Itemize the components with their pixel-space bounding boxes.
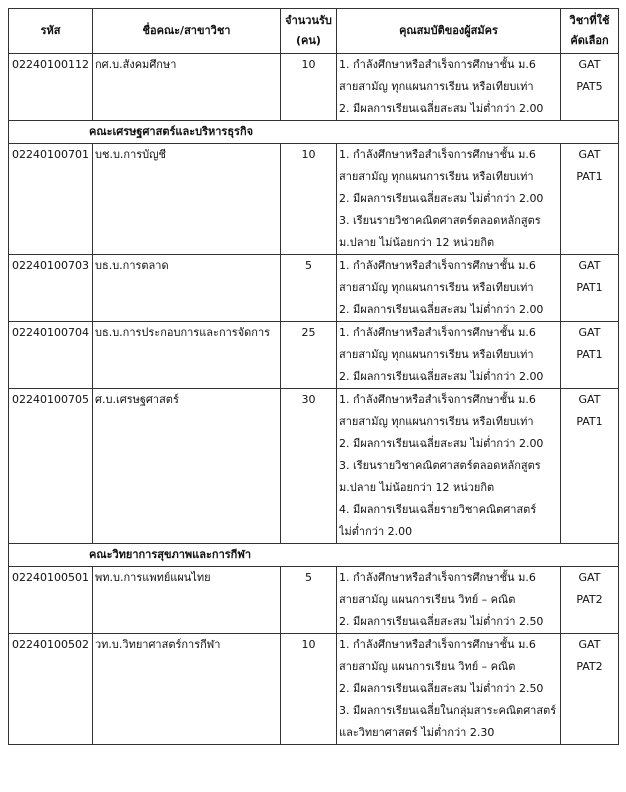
program-code-cell [9, 144, 93, 255]
header-name: ชื่อคณะ/สาขาวิชา [93, 9, 281, 54]
qualification-line: 1. กำลังศึกษาหรือสำเร็จการศึกษาชั้น ม.6 [339, 326, 536, 339]
subject-line: PAT1 [576, 348, 603, 361]
qualification-line: 1. กำลังศึกษาหรือสำเร็จการศึกษาชั้น ม.6 [339, 571, 536, 584]
program-code: 02240100502 [12, 638, 89, 651]
program-subjects-cell [561, 634, 619, 745]
qualification-line: 2. มีผลการเรียนเฉลี่ยสะสม ไม่ต่ำกว่า 2.00 [339, 437, 544, 450]
program-seats-cell [281, 144, 337, 255]
program-name-cell [93, 634, 281, 745]
program-seats-cell [281, 567, 337, 634]
program-row [9, 389, 619, 544]
subject-line: GAT [578, 638, 601, 651]
qualification-line: 2. มีผลการเรียนเฉลี่ยสะสม ไม่ต่ำกว่า 2.50 [339, 682, 544, 695]
qualification-line: 1. กำลังศึกษาหรือสำเร็จการศึกษาชั้น ม.6 [339, 58, 536, 71]
program-row [9, 567, 619, 634]
qualification-line: 2. มีผลการเรียนเฉลี่ยสะสม ไม่ต่ำกว่า 2.00 [339, 102, 544, 115]
qualification-line: 1. กำลังศึกษาหรือสำเร็จการศึกษาชั้น ม.6 [339, 393, 536, 406]
program-subjects-cell [561, 322, 619, 389]
table-body [9, 54, 619, 745]
header-code: รหัส [9, 9, 93, 54]
qualification-line: 1. กำลังศึกษาหรือสำเร็จการศึกษาชั้น ม.6 [339, 148, 536, 161]
qualification-line: ม.ปลาย ไม่น้อยกว่า 12 หน่วยกิต [339, 481, 495, 494]
program-seats: 10 [301, 58, 316, 71]
program-code: 02240100703 [12, 259, 89, 272]
program-qualifications-cell [337, 54, 561, 121]
program-row [9, 255, 619, 322]
program-code: 02240100701 [12, 148, 89, 161]
qualification-line: 3. มีผลการเรียนเฉลี่ยในกลุ่มสาระคณิตศาสตร์ [339, 704, 557, 717]
program-code: 02240100704 [12, 326, 89, 339]
program-qualifications-cell [337, 389, 561, 544]
program-subjects-cell [561, 54, 619, 121]
program-name-cell [93, 54, 281, 121]
qualification-line: 2. มีผลการเรียนเฉลี่ยสะสม ไม่ต่ำกว่า 2.50 [339, 615, 544, 628]
qualification-line: 4. มีผลการเรียนเฉลี่ยรายวิชาคณิตศาสตร์ [339, 503, 537, 516]
qualification-line: สายสามัญ ทุกแผนการเรียน หรือเทียบเท่า [339, 281, 534, 294]
program-seats-cell [281, 322, 337, 389]
program-qualifications-cell [337, 634, 561, 745]
program-row [9, 54, 619, 121]
program-name: ศ.บ.เศรษฐศาสตร์ [95, 393, 179, 406]
qualification-line: 2. มีผลการเรียนเฉลี่ยสะสม ไม่ต่ำกว่า 2.00 [339, 370, 544, 383]
program-code-cell [9, 322, 93, 389]
program-code-cell [9, 389, 93, 544]
qualification-line: สายสามัญ แผนการเรียน วิทย์ – คณิต [339, 660, 516, 673]
program-qualifications-cell [337, 144, 561, 255]
program-subjects-cell [561, 567, 619, 634]
admissions-table [8, 8, 619, 745]
qualification-line: 3. เรียนรายวิชาคณิตศาสตร์ตลอดหลักสูตร [339, 214, 541, 227]
program-code: 02240100112 [12, 58, 89, 71]
header-subjects [561, 9, 619, 54]
qualification-line: สายสามัญ ทุกแผนการเรียน หรือเทียบเท่า [339, 415, 534, 428]
faculty-heading: คณะเศรษฐศาสตร์และบริหารธุรกิจ [9, 121, 619, 144]
subject-line: GAT [578, 259, 601, 272]
subject-line: GAT [578, 58, 601, 71]
program-seats-cell [281, 54, 337, 121]
program-seats: 30 [301, 393, 316, 406]
program-name-cell [93, 322, 281, 389]
qualification-line: และวิทยาศาสตร์ ไม่ต่ำกว่า 2.30 [339, 726, 495, 739]
program-name-cell [93, 255, 281, 322]
program-code: 02240100705 [12, 393, 89, 406]
program-name: บธ.บ.การตลาด [95, 259, 169, 272]
program-row [9, 322, 619, 389]
program-name: บธ.บ.การประกอบการและการจัดการ [95, 326, 271, 339]
header-qualifications: คุณสมบัติของผู้สมัคร [337, 9, 561, 54]
qualification-line: 1. กำลังศึกษาหรือสำเร็จการศึกษาชั้น ม.6 [339, 638, 536, 651]
program-seats-cell [281, 389, 337, 544]
header-subjects-line1: วิชาที่ใช้ [569, 14, 610, 27]
program-code: 02240100501 [12, 571, 89, 584]
subject-line: PAT1 [576, 281, 603, 294]
program-name: บช.บ.การบัญชี [95, 148, 166, 161]
qualification-line: สายสามัญ ทุกแผนการเรียน หรือเทียบเท่า [339, 80, 534, 93]
program-qualifications-cell [337, 255, 561, 322]
qualification-line: สายสามัญ แผนการเรียน วิทย์ – คณิต [339, 593, 516, 606]
program-seats: 10 [301, 148, 316, 161]
subject-line: GAT [578, 148, 601, 161]
program-subjects-cell [561, 389, 619, 544]
program-seats: 5 [305, 259, 312, 272]
header-row [9, 9, 619, 54]
program-name: พท.บ.การแพทย์แผนไทย [95, 571, 211, 584]
program-seats: 10 [301, 638, 316, 651]
subject-line: PAT2 [576, 660, 603, 673]
program-seats-cell [281, 634, 337, 745]
header-seats-line2: (คน) [296, 34, 321, 47]
header-seats [281, 9, 337, 54]
qualification-line: 1. กำลังศึกษาหรือสำเร็จการศึกษาชั้น ม.6 [339, 259, 536, 272]
program-code-cell [9, 54, 93, 121]
program-seats: 5 [305, 571, 312, 584]
subject-line: GAT [578, 326, 601, 339]
qualification-line: สายสามัญ ทุกแผนการเรียน หรือเทียบเท่า [339, 348, 534, 361]
subject-line: PAT2 [576, 593, 603, 606]
header-seats-line1: จำนวนรับ [285, 14, 332, 27]
qualification-line: ม.ปลาย ไม่น้อยกว่า 12 หน่วยกิต [339, 236, 495, 249]
program-name: วท.บ.วิทยาศาสตร์การกีฬา [95, 638, 221, 651]
program-name-cell [93, 567, 281, 634]
subject-line: PAT1 [576, 415, 603, 428]
program-name: กศ.บ.สังคมศึกษา [95, 58, 177, 71]
program-qualifications-cell [337, 567, 561, 634]
faculty-row [9, 121, 619, 144]
subject-line: GAT [578, 393, 601, 406]
qualification-line: สายสามัญ ทุกแผนการเรียน หรือเทียบเท่า [339, 170, 534, 183]
qualification-line: 2. มีผลการเรียนเฉลี่ยสะสม ไม่ต่ำกว่า 2.00 [339, 192, 544, 205]
program-code-cell [9, 567, 93, 634]
subject-line: PAT1 [576, 170, 603, 183]
program-code-cell [9, 255, 93, 322]
header-subjects-line2: คัดเลือก [570, 34, 609, 47]
qualification-line: 3. เรียนรายวิชาคณิตศาสตร์ตลอดหลักสูตร [339, 459, 541, 472]
admissions-document [8, 8, 618, 745]
faculty-heading: คณะวิทยาการสุขภาพและการกีฬา [9, 544, 619, 567]
program-name-cell [93, 389, 281, 544]
qualification-line: ไม่ต่ำกว่า 2.00 [339, 525, 413, 538]
program-seats-cell [281, 255, 337, 322]
subject-line: GAT [578, 571, 601, 584]
program-name-cell [93, 144, 281, 255]
subject-line: PAT5 [576, 80, 603, 93]
program-seats: 25 [301, 326, 316, 339]
program-subjects-cell [561, 144, 619, 255]
program-subjects-cell [561, 255, 619, 322]
program-row [9, 634, 619, 745]
faculty-row [9, 544, 619, 567]
program-qualifications-cell [337, 322, 561, 389]
program-code-cell [9, 634, 93, 745]
qualification-line: 2. มีผลการเรียนเฉลี่ยสะสม ไม่ต่ำกว่า 2.00 [339, 303, 544, 316]
program-row [9, 144, 619, 255]
